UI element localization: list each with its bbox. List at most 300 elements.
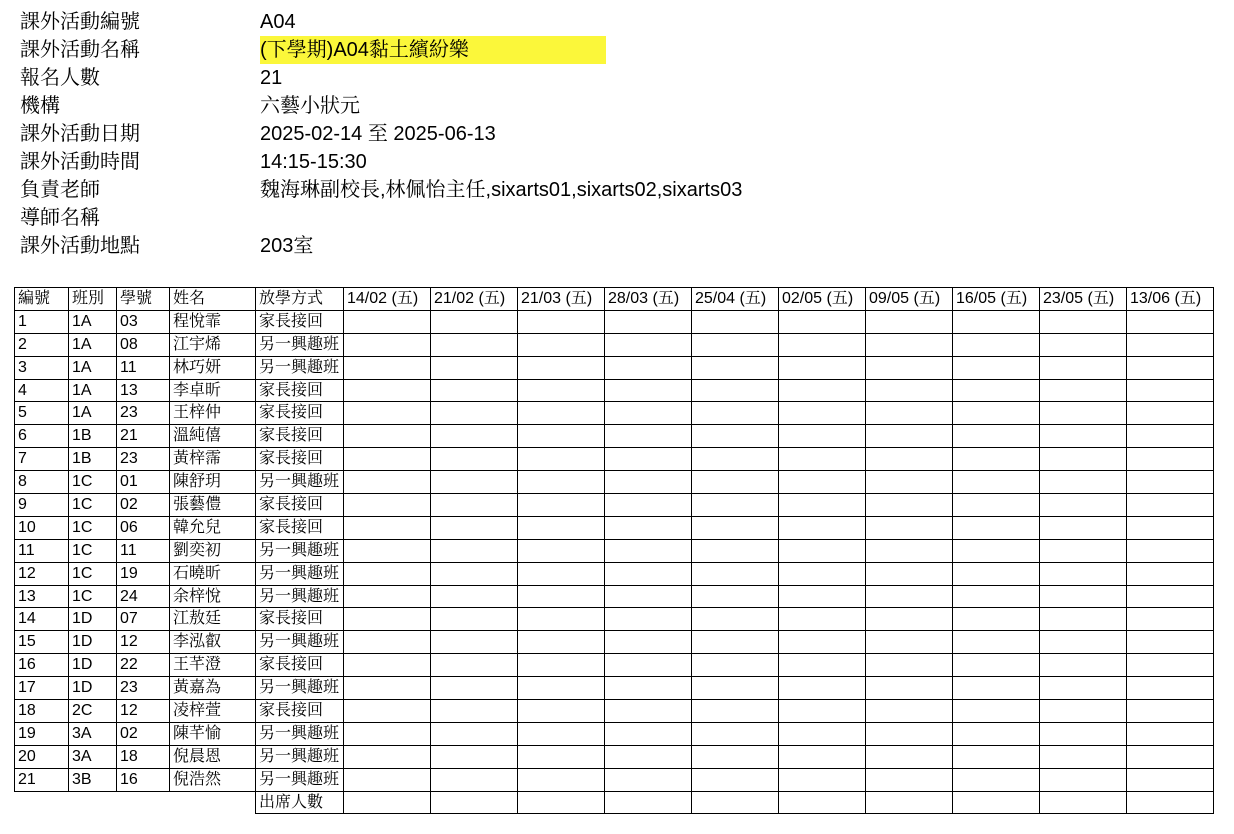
table-cell: 12 <box>117 700 170 723</box>
table-cell: 12 <box>117 631 170 654</box>
table-cell: 另一興趣班 <box>256 539 344 562</box>
attendance-total-cell <box>692 791 779 814</box>
table-cell: 1C <box>69 516 117 539</box>
date-column-header: 28/03 (五) <box>605 288 692 311</box>
table-row <box>15 677 1214 700</box>
table-row <box>15 585 1214 608</box>
table-cell: 2C <box>69 700 117 723</box>
attendance-cell <box>953 425 1040 448</box>
attendance-cell <box>605 677 692 700</box>
attendance-cell <box>1040 768 1127 791</box>
attendance-cell <box>692 471 779 494</box>
table-cell: 15 <box>15 631 69 654</box>
table-cell: 7 <box>15 448 69 471</box>
attendance-cell <box>953 356 1040 379</box>
attendance-cell <box>518 356 605 379</box>
attendance-cell <box>953 333 1040 356</box>
attendance-cell <box>866 471 953 494</box>
attendance-cell <box>344 356 431 379</box>
attendance-cell <box>953 539 1040 562</box>
table-cell: 黃梓霈 <box>170 448 256 471</box>
table-cell: 16 <box>117 768 170 791</box>
attendance-cell <box>1040 745 1127 768</box>
table-cell: 王芊澄 <box>170 654 256 677</box>
table-cell: 另一興趣班 <box>256 631 344 654</box>
attendance-cell <box>692 539 779 562</box>
attendance-cell <box>605 448 692 471</box>
table-cell: 1B <box>69 425 117 448</box>
attendance-cell <box>344 379 431 402</box>
attendance-cell <box>953 631 1040 654</box>
attendance-cell <box>1040 631 1127 654</box>
attendance-cell <box>431 654 518 677</box>
attendance-cell <box>518 539 605 562</box>
table-cell: 13 <box>15 585 69 608</box>
attendance-cell <box>344 333 431 356</box>
attendance-cell <box>866 677 953 700</box>
attendance-cell <box>518 494 605 517</box>
table-row <box>15 631 1214 654</box>
column-header: 班別 <box>69 288 117 311</box>
table-cell: 19 <box>15 722 69 745</box>
attendance-cell <box>953 562 1040 585</box>
attendance-cell <box>1127 402 1214 425</box>
attendance-cell <box>1040 356 1127 379</box>
table-cell: 13 <box>117 379 170 402</box>
attendance-cell <box>1040 448 1127 471</box>
attendance-cell <box>953 608 1040 631</box>
attendance-cell <box>779 425 866 448</box>
attendance-cell <box>953 402 1040 425</box>
info-value: 2025-02-14 至 2025-06-13 <box>260 123 496 145</box>
attendance-cell <box>953 494 1040 517</box>
attendance-cell <box>692 425 779 448</box>
attendance-cell <box>344 471 431 494</box>
attendance-cell <box>866 745 953 768</box>
attendance-cell <box>692 379 779 402</box>
attendance-cell <box>866 379 953 402</box>
attendance-cell <box>1040 562 1127 585</box>
attendance-cell <box>431 700 518 723</box>
attendance-cell <box>518 471 605 494</box>
column-header: 學號 <box>117 288 170 311</box>
table-cell: 另一興趣班 <box>256 471 344 494</box>
attendance-cell <box>953 310 1040 333</box>
table-cell: 3 <box>15 356 69 379</box>
attendance-cell <box>779 494 866 517</box>
attendance-cell <box>866 356 953 379</box>
table-cell: 9 <box>15 494 69 517</box>
attendance-cell <box>518 448 605 471</box>
attendance-cell <box>953 768 1040 791</box>
table-row <box>15 654 1214 677</box>
attendance-total-cell <box>866 791 953 814</box>
table-cell: 11 <box>117 539 170 562</box>
attendance-cell <box>605 310 692 333</box>
table-cell: 11 <box>15 539 69 562</box>
attendance-cell <box>1040 310 1127 333</box>
attendance-total-cell <box>431 791 518 814</box>
table-cell: 黃嘉為 <box>170 677 256 700</box>
attendance-cell <box>692 356 779 379</box>
table-cell: 陳芊愉 <box>170 722 256 745</box>
attendance-cell <box>431 402 518 425</box>
attendance-cell <box>779 539 866 562</box>
attendance-cell <box>866 722 953 745</box>
table-cell: 1C <box>69 539 117 562</box>
attendance-cell <box>431 722 518 745</box>
attendance-cell <box>605 585 692 608</box>
attendance-cell <box>518 677 605 700</box>
attendance-cell <box>344 585 431 608</box>
attendance-cell <box>953 379 1040 402</box>
attendance-total-cell <box>779 791 866 814</box>
attendance-cell <box>779 608 866 631</box>
attendance-cell <box>779 585 866 608</box>
attendance-cell <box>692 494 779 517</box>
attendance-cell <box>779 310 866 333</box>
attendance-cell <box>605 333 692 356</box>
attendance-cell <box>431 631 518 654</box>
attendance-cell <box>431 356 518 379</box>
attendance-cell <box>866 516 953 539</box>
table-row <box>15 471 1214 494</box>
table-cell: 余梓悅 <box>170 585 256 608</box>
attendance-cell <box>431 310 518 333</box>
table-cell: 22 <box>117 654 170 677</box>
info-label: 課外活動名稱 <box>20 39 140 61</box>
attendance-cell <box>605 700 692 723</box>
attendance-cell <box>431 677 518 700</box>
attendance-cell <box>344 539 431 562</box>
attendance-cell <box>1127 585 1214 608</box>
attendance-cell <box>431 494 518 517</box>
table-cell: 19 <box>117 562 170 585</box>
attendance-total-cell <box>1040 791 1127 814</box>
info-value: 21 <box>260 67 283 89</box>
attendance-cell <box>1127 700 1214 723</box>
attendance-cell <box>605 425 692 448</box>
attendance-cell <box>1040 516 1127 539</box>
info-label: 課外活動時間 <box>20 151 140 173</box>
attendance-cell <box>431 448 518 471</box>
attendance-cell <box>344 310 431 333</box>
attendance-cell <box>344 677 431 700</box>
table-cell: 1 <box>15 310 69 333</box>
attendance-cell <box>1127 310 1214 333</box>
attendance-cell <box>953 677 1040 700</box>
attendance-cell <box>1127 608 1214 631</box>
attendance-cell <box>953 585 1040 608</box>
attendance-cell <box>692 722 779 745</box>
highlighted-activity-name: (下學期)A04黏土繽紛樂 <box>260 36 606 64</box>
table-cell: 3A <box>69 722 117 745</box>
attendance-cell <box>866 654 953 677</box>
table-cell: 李泓叡 <box>170 631 256 654</box>
attendance-cell <box>692 677 779 700</box>
table-cell: 另一興趣班 <box>256 768 344 791</box>
info-value: 六藝小狀元 <box>260 95 360 117</box>
attendance-cell <box>344 768 431 791</box>
attendance-cell <box>866 425 953 448</box>
attendance-cell <box>605 562 692 585</box>
table-cell: 張藝僼 <box>170 494 256 517</box>
table-cell: 家長接回 <box>256 654 344 677</box>
attendance-cell <box>605 768 692 791</box>
table-cell: 家長接回 <box>256 700 344 723</box>
attendance-cell <box>692 745 779 768</box>
table-cell: 08 <box>117 333 170 356</box>
attendance-cell <box>518 768 605 791</box>
attendance-cell <box>692 402 779 425</box>
attendance-cell <box>1127 722 1214 745</box>
info-label: 導師名稱 <box>20 207 100 229</box>
attendance-cell <box>692 585 779 608</box>
attendance-cell <box>953 471 1040 494</box>
table-cell: 21 <box>117 425 170 448</box>
attendance-cell <box>692 631 779 654</box>
attendance-total-cell <box>605 791 692 814</box>
attendance-cell <box>866 333 953 356</box>
table-cell: 家長接回 <box>256 494 344 517</box>
table-cell: 23 <box>117 402 170 425</box>
table-row <box>15 608 1214 631</box>
attendance-cell <box>518 379 605 402</box>
attendance-cell <box>779 448 866 471</box>
table-cell: 4 <box>15 379 69 402</box>
table-cell: 21 <box>15 768 69 791</box>
table-cell: 王梓仲 <box>170 402 256 425</box>
attendance-total-cell <box>344 791 431 814</box>
attendance-cell <box>1127 333 1214 356</box>
attendance-cell <box>518 654 605 677</box>
table-cell: 另一興趣班 <box>256 677 344 700</box>
attendance-cell <box>431 585 518 608</box>
date-column-header: 13/06 (五) <box>1127 288 1214 311</box>
attendance-cell <box>953 722 1040 745</box>
attendance-cell <box>1127 654 1214 677</box>
attendance-cell <box>431 608 518 631</box>
attendance-cell <box>866 585 953 608</box>
attendance-cell <box>779 402 866 425</box>
attendance-total-row <box>15 791 1214 814</box>
attendance-cell <box>1040 654 1127 677</box>
table-cell: 1D <box>69 677 117 700</box>
attendance-cell <box>605 539 692 562</box>
date-column-header: 25/04 (五) <box>692 288 779 311</box>
attendance-cell <box>866 539 953 562</box>
attendance-cell <box>866 562 953 585</box>
attendance-cell <box>779 562 866 585</box>
info-label: 負責老師 <box>20 179 100 201</box>
attendance-cell <box>344 448 431 471</box>
info-label: 課外活動日期 <box>20 123 140 145</box>
info-label: 課外活動地點 <box>20 235 140 257</box>
attendance-cell <box>953 448 1040 471</box>
table-cell: 溫純僖 <box>170 425 256 448</box>
table-cell: 18 <box>117 745 170 768</box>
table-row <box>15 745 1214 768</box>
table-cell: 1A <box>69 356 117 379</box>
table-cell: 家長接回 <box>256 608 344 631</box>
table-row <box>15 448 1214 471</box>
attendance-cell <box>866 631 953 654</box>
info-label: 機構 <box>20 95 60 117</box>
table-cell: 倪浩然 <box>170 768 256 791</box>
attendance-cell <box>1040 677 1127 700</box>
table-cell: 1A <box>69 402 117 425</box>
attendance-cell <box>518 722 605 745</box>
table-cell: 07 <box>117 608 170 631</box>
table-cell: 另一興趣班 <box>256 745 344 768</box>
attendance-cell <box>431 333 518 356</box>
table-cell: 家長接回 <box>256 425 344 448</box>
attendance-cell <box>431 379 518 402</box>
table-cell: 另一興趣班 <box>256 356 344 379</box>
attendance-cell <box>1040 471 1127 494</box>
table-cell: 家長接回 <box>256 310 344 333</box>
attendance-cell <box>1127 379 1214 402</box>
date-column-header: 23/05 (五) <box>1040 288 1127 311</box>
date-column-header: 21/02 (五) <box>431 288 518 311</box>
attendance-cell <box>518 516 605 539</box>
attendance-total-cell <box>1127 791 1214 814</box>
attendance-cell <box>605 745 692 768</box>
table-row <box>15 310 1214 333</box>
table-cell: 17 <box>15 677 69 700</box>
attendance-cell <box>1040 700 1127 723</box>
attendance-cell <box>605 722 692 745</box>
table-row <box>15 425 1214 448</box>
attendance-cell <box>1127 516 1214 539</box>
attendance-cell <box>779 379 866 402</box>
table-cell: 另一興趣班 <box>256 333 344 356</box>
table-row <box>15 333 1214 356</box>
attendance-cell <box>692 562 779 585</box>
table-cell: 16 <box>15 654 69 677</box>
attendance-cell <box>1040 608 1127 631</box>
attendance-cell <box>779 745 866 768</box>
table-cell: 01 <box>117 471 170 494</box>
attendance-cell <box>692 700 779 723</box>
table-cell: 家長接回 <box>256 448 344 471</box>
table-row <box>15 562 1214 585</box>
attendance-cell <box>1127 448 1214 471</box>
attendance-cell <box>1127 494 1214 517</box>
table-cell: 3B <box>69 768 117 791</box>
table-cell: 3A <box>69 745 117 768</box>
column-header: 放學方式 <box>256 288 344 311</box>
table-cell: 李卓昕 <box>170 379 256 402</box>
attendance-cell <box>518 631 605 654</box>
attendance-cell <box>866 700 953 723</box>
attendance-cell <box>866 608 953 631</box>
table-cell: 23 <box>117 677 170 700</box>
column-header: 編號 <box>15 288 69 311</box>
table-cell: 倪晨恩 <box>170 745 256 768</box>
attendance-cell <box>431 471 518 494</box>
table-row <box>15 722 1214 745</box>
attendance-cell <box>344 425 431 448</box>
attendance-cell <box>866 494 953 517</box>
attendance-cell <box>605 402 692 425</box>
table-cell: 1B <box>69 448 117 471</box>
attendance-cell <box>779 722 866 745</box>
attendance-cell <box>1040 379 1127 402</box>
table-row <box>15 539 1214 562</box>
attendance-cell <box>692 516 779 539</box>
attendance-cell <box>1127 768 1214 791</box>
attendance-cell <box>1127 539 1214 562</box>
attendance-cell <box>344 516 431 539</box>
attendance-cell <box>431 425 518 448</box>
attendance-cell <box>605 356 692 379</box>
attendance-cell <box>344 631 431 654</box>
attendance-cell <box>779 333 866 356</box>
attendance-cell <box>779 654 866 677</box>
table-cell: 1A <box>69 310 117 333</box>
table-cell: 程悅霏 <box>170 310 256 333</box>
attendance-cell <box>1127 471 1214 494</box>
table-cell: 1D <box>69 608 117 631</box>
table-cell: 5 <box>15 402 69 425</box>
table-cell: 韓允兒 <box>170 516 256 539</box>
table-cell: 02 <box>117 722 170 745</box>
table-header-row <box>15 288 1214 311</box>
attendance-cell <box>953 745 1040 768</box>
attendance-cell <box>692 333 779 356</box>
attendance-cell <box>518 608 605 631</box>
attendance-cell <box>953 516 1040 539</box>
attendance-cell <box>779 471 866 494</box>
attendance-cell <box>431 745 518 768</box>
table-cell: 20 <box>15 745 69 768</box>
attendance-cell <box>1127 356 1214 379</box>
attendance-cell <box>779 768 866 791</box>
table-cell: 江敖廷 <box>170 608 256 631</box>
attendance-total-label: 出席人數 <box>256 791 344 814</box>
column-header: 姓名 <box>170 288 256 311</box>
attendance-cell <box>1040 402 1127 425</box>
attendance-cell <box>431 768 518 791</box>
table-cell: 03 <box>117 310 170 333</box>
attendance-cell <box>1040 585 1127 608</box>
attendance-cell <box>518 585 605 608</box>
info-value: A04 <box>260 11 296 33</box>
info-value: 魏海琳副校長,林佩怡主任,sixarts01,sixarts02,sixarts03 <box>260 179 743 201</box>
attendance-cell <box>779 631 866 654</box>
table-cell: 6 <box>15 425 69 448</box>
attendance-total-cell <box>518 791 605 814</box>
attendance-cell <box>866 768 953 791</box>
table-cell: 11 <box>117 356 170 379</box>
attendance-cell <box>953 700 1040 723</box>
attendance-cell <box>605 516 692 539</box>
table-cell: 23 <box>117 448 170 471</box>
table-cell: 凌梓萱 <box>170 700 256 723</box>
info-label: 報名人數 <box>20 67 100 89</box>
table-cell: 1D <box>69 631 117 654</box>
attendance-cell <box>344 608 431 631</box>
table-cell: 陳舒玥 <box>170 471 256 494</box>
attendance-cell <box>518 700 605 723</box>
attendance-cell <box>866 402 953 425</box>
table-cell: 8 <box>15 471 69 494</box>
table-row <box>15 768 1214 791</box>
table-cell: 林巧妍 <box>170 356 256 379</box>
attendance-cell <box>692 448 779 471</box>
attendance-cell <box>431 539 518 562</box>
